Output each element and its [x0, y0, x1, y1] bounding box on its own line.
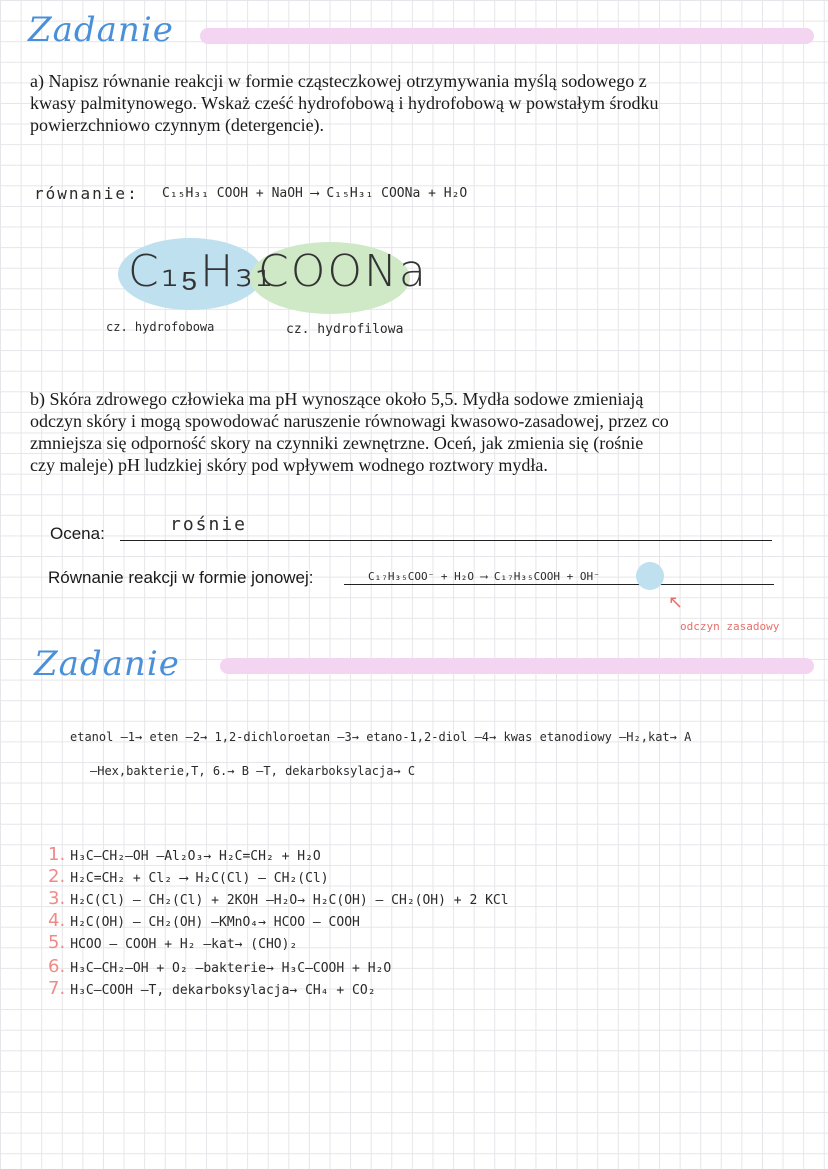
step-1 — [48, 844, 321, 865]
equation-label: równanie: — [34, 184, 139, 203]
ionic-answer: C₁₇H₃₅COO⁻ + H₂O ⟶ C₁₇H₃₅COOH + OH⁻ — [368, 570, 600, 583]
step-5 — [48, 932, 297, 953]
step-number: 5. — [48, 932, 66, 953]
step-3 — [48, 888, 509, 909]
task2-heading-bar — [220, 658, 814, 674]
molecular-equation: C₁₅H₃₁ COOH + NaOH ⟶ C₁₅H₃₁ COONa + H₂O — [162, 186, 468, 201]
ocena-label: Ocena: — [50, 524, 105, 543]
ocena-answer: rośnie — [170, 514, 248, 535]
reaction-scheme-row1: etanol –1→ eten –2→ 1,2-dichloroetan –3→ etano-1,2-diol –4→ kwas etanodiowy –H₂,kat→ A — [70, 730, 692, 744]
oh-highlight — [636, 562, 664, 590]
hydrophilic-label: cz. hydrofilowa — [286, 322, 404, 337]
step-number: 4. — [48, 910, 66, 931]
step-4 — [48, 910, 360, 931]
part-b-text: b) Skóra zdrowego człowieka ma pH wynoszące około 5,5. Mydła sodowe zmieniają odczyn skóry i mogą spowodować naruszenie równowagi kwasowo-zasadowej, przez co zmniejsza się odporność skory na czynniki zewnętrzne. Oceń, jak zmienia się (rośnie czy maleje) pH ludzkiej skóry pod wpływem wodnego roztwory mydła. — [30, 389, 669, 475]
step-7 — [48, 978, 376, 999]
step-equation: H₂C=CH₂ + Cl₂ ⟶ H₂C(Cl) – CH₂(Cl) — [70, 871, 329, 886]
step-number: 1. — [48, 844, 66, 865]
task1-heading-bar — [200, 28, 814, 44]
step-equation: H₂C(Cl) – CH₂(Cl) + 2KOH –H₂O→ H₂C(OH) – CH₂(OH) + 2 KCl — [70, 893, 509, 908]
arrow-up-icon: ↖ — [668, 592, 684, 613]
ocena-answer-line — [120, 540, 772, 541]
ionic-answer-line — [344, 584, 774, 585]
part-a-text: a) Napisz równanie reakcji w formie cząsteczkowej otrzymywania myślą sodowego z kwasy palmitynowego. Wskaż cześć hydrofobową i hydrofobową w powstałym środku powierzchniowo czynnym (detergencie). — [30, 71, 659, 135]
basic-reaction-note: odczyn zasadowy — [680, 620, 780, 633]
step-number: 3. — [48, 888, 66, 909]
step-equation: HCOO – COOH + H₂ –kat→ (CHO)₂ — [70, 937, 298, 952]
hydrophobic-label: cz. hydrofobowa — [106, 320, 215, 334]
formula-hydrophilic-part: COONa — [258, 246, 428, 297]
step-6 — [48, 956, 391, 977]
task1-heading: Zadanie — [28, 10, 174, 50]
step-equation: H₂C(OH) – CH₂(OH) –KMnO₄→ HCOO – COOH — [70, 915, 360, 930]
reaction-scheme-row2: –Hex,bakterie,T, 6.→ B –T, dekarboksylacja→ C — [90, 764, 416, 778]
step-number: 7. — [48, 978, 66, 999]
task2-heading: Zadanie — [34, 644, 180, 684]
ionic-equation-label: Równanie reakcji w formie jonowej: — [48, 568, 314, 587]
step-number: 2. — [48, 866, 66, 887]
step-2 — [48, 866, 329, 887]
formula-hydrophobic-part: C₁₅H₃₁ — [128, 246, 275, 297]
step-equation: H₃C–CH₂–OH + O₂ –bakterie→ H₃C–COOH + H₂O — [70, 961, 392, 976]
step-number: 6. — [48, 956, 66, 977]
step-equation: H₃C–COOH –T, dekarboksylacja→ CH₄ + CO₂ — [70, 983, 376, 998]
step-equation: H₃C–CH₂–OH –Al₂O₃→ H₂C=CH₂ + H₂O — [70, 849, 321, 864]
